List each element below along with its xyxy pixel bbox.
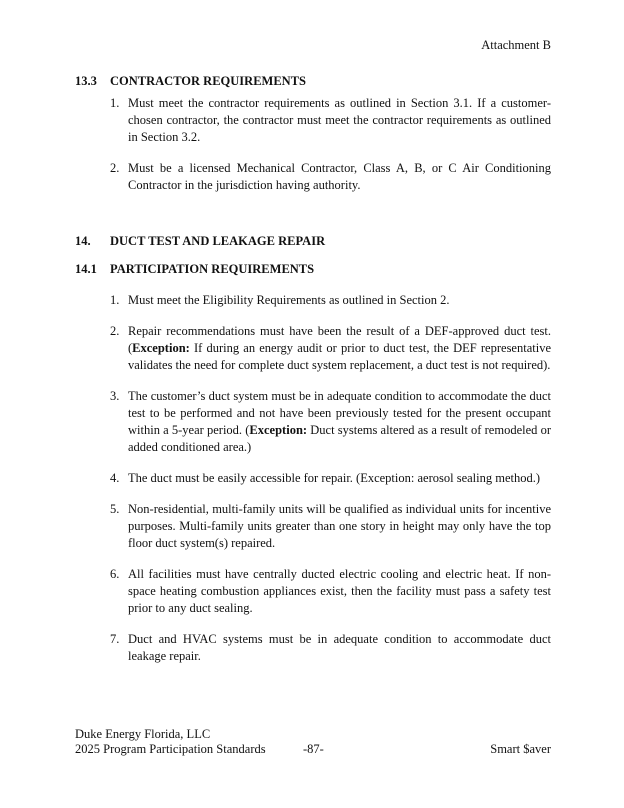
footer-left — [75, 727, 266, 757]
item-number: 3. — [110, 389, 120, 403]
list-item — [110, 566, 551, 617]
section-number: 14.1 — [75, 262, 97, 276]
exception-label: Exception: — [132, 341, 190, 355]
list-item — [110, 631, 551, 665]
list-item: 2. Repair recommendations must have been the result of a DEF-approved duct test. (Exception: If during an energy audit or prior to duct test, the DEF representative validates the need for complete duct system replacement, a duct test is not required). — [110, 324, 551, 372]
list-item — [110, 501, 551, 552]
section-heading-14-1 — [75, 262, 314, 277]
exception-text: If during an energy audit or prior to duct test, the DEF representative validates the need for complete duct system replacement, a duct test is not required). — [128, 341, 551, 372]
item-number: 6. — [110, 567, 120, 581]
footer-document-title: 2025 Program Participation Standards — [75, 742, 266, 756]
section-heading-14 — [75, 234, 325, 249]
list-item — [110, 470, 551, 487]
section-number: 14. — [75, 234, 91, 248]
attachment-label: Attachment B — [481, 38, 551, 52]
item-text: Must be a licensed Mechanical Contractor, Class A, B, or C Air Conditioning Contractor in the jurisdiction having authority. — [128, 161, 551, 192]
item-text: Repair recommendations must have been the result of a DEF-approved duct test. — [128, 324, 551, 338]
item-text: Duct and HVAC systems must be in adequate condition to accommodate duct leakage repair. — [128, 632, 551, 663]
section-number: 13.3 — [75, 74, 97, 88]
item-number: 5. — [110, 502, 120, 516]
participation-requirements-list — [110, 292, 551, 665]
item-text: The duct must be easily accessible for repair. (Exception: aerosol sealing method.) — [128, 471, 541, 485]
list-item — [110, 95, 551, 146]
section-heading-13-3 — [75, 74, 306, 89]
footer-company: Duke Energy Florida, LLC — [75, 727, 211, 741]
exception-text: Duct systems altered as a result of remodeled or added conditioned area.) — [128, 423, 552, 454]
item-text: All facilities must have centrally ducted electric cooling and electric heat. If non-space heating combustion appliances exist, then the facility must pass a safety test prior to any duct sealing. — [128, 567, 551, 615]
list-item — [110, 292, 551, 309]
contractor-requirements-list — [110, 95, 551, 194]
section-title: DUCT TEST AND LEAKAGE REPAIR — [110, 234, 326, 248]
item-number: 7. — [110, 632, 120, 646]
item-text: Non-residential, multi-family units will be qualified as individual units for incentive purposes. Multi-family units greater than one story in height may only have the top floor duct system(s) repaired. — [128, 502, 551, 550]
list-item — [110, 160, 551, 194]
item-number: 2. — [110, 324, 120, 338]
item-text: Must meet the Eligibility Requirements as outlined in Section 2. — [128, 293, 450, 307]
footer-program-name: Smart $aver — [490, 742, 551, 756]
list-item: 3. The customer’s duct system must be in adequate condition to accommodate the duct test to be performed and not have been previously tested for the present occupant within a 5-year period. (Exception: Duct systems altered as a result of remodeled or added conditioned area.) — [110, 389, 552, 454]
item-number: 4. — [110, 471, 120, 485]
page-number: -87- — [303, 742, 324, 756]
item-number: 1. — [110, 293, 120, 307]
section-title: PARTICIPATION REQUIREMENTS — [110, 262, 315, 276]
section-title: CONTRACTOR REQUIREMENTS — [110, 74, 306, 88]
item-text: Must meet the contractor requirements as outlined in Section 3.1. If a customer-chosen contractor, the contractor must meet the contractor requirements as outlined in Section 3.2. — [128, 96, 551, 144]
exception-label: Exception: — [249, 423, 308, 437]
item-number: 2. — [110, 161, 120, 175]
item-text: The customer’s duct system must be in adequate condition to accommodate the duct test to be performed and not have been previously tested for the present occupant within a 5-year period. — [128, 389, 551, 437]
item-number: 1. — [110, 96, 120, 110]
